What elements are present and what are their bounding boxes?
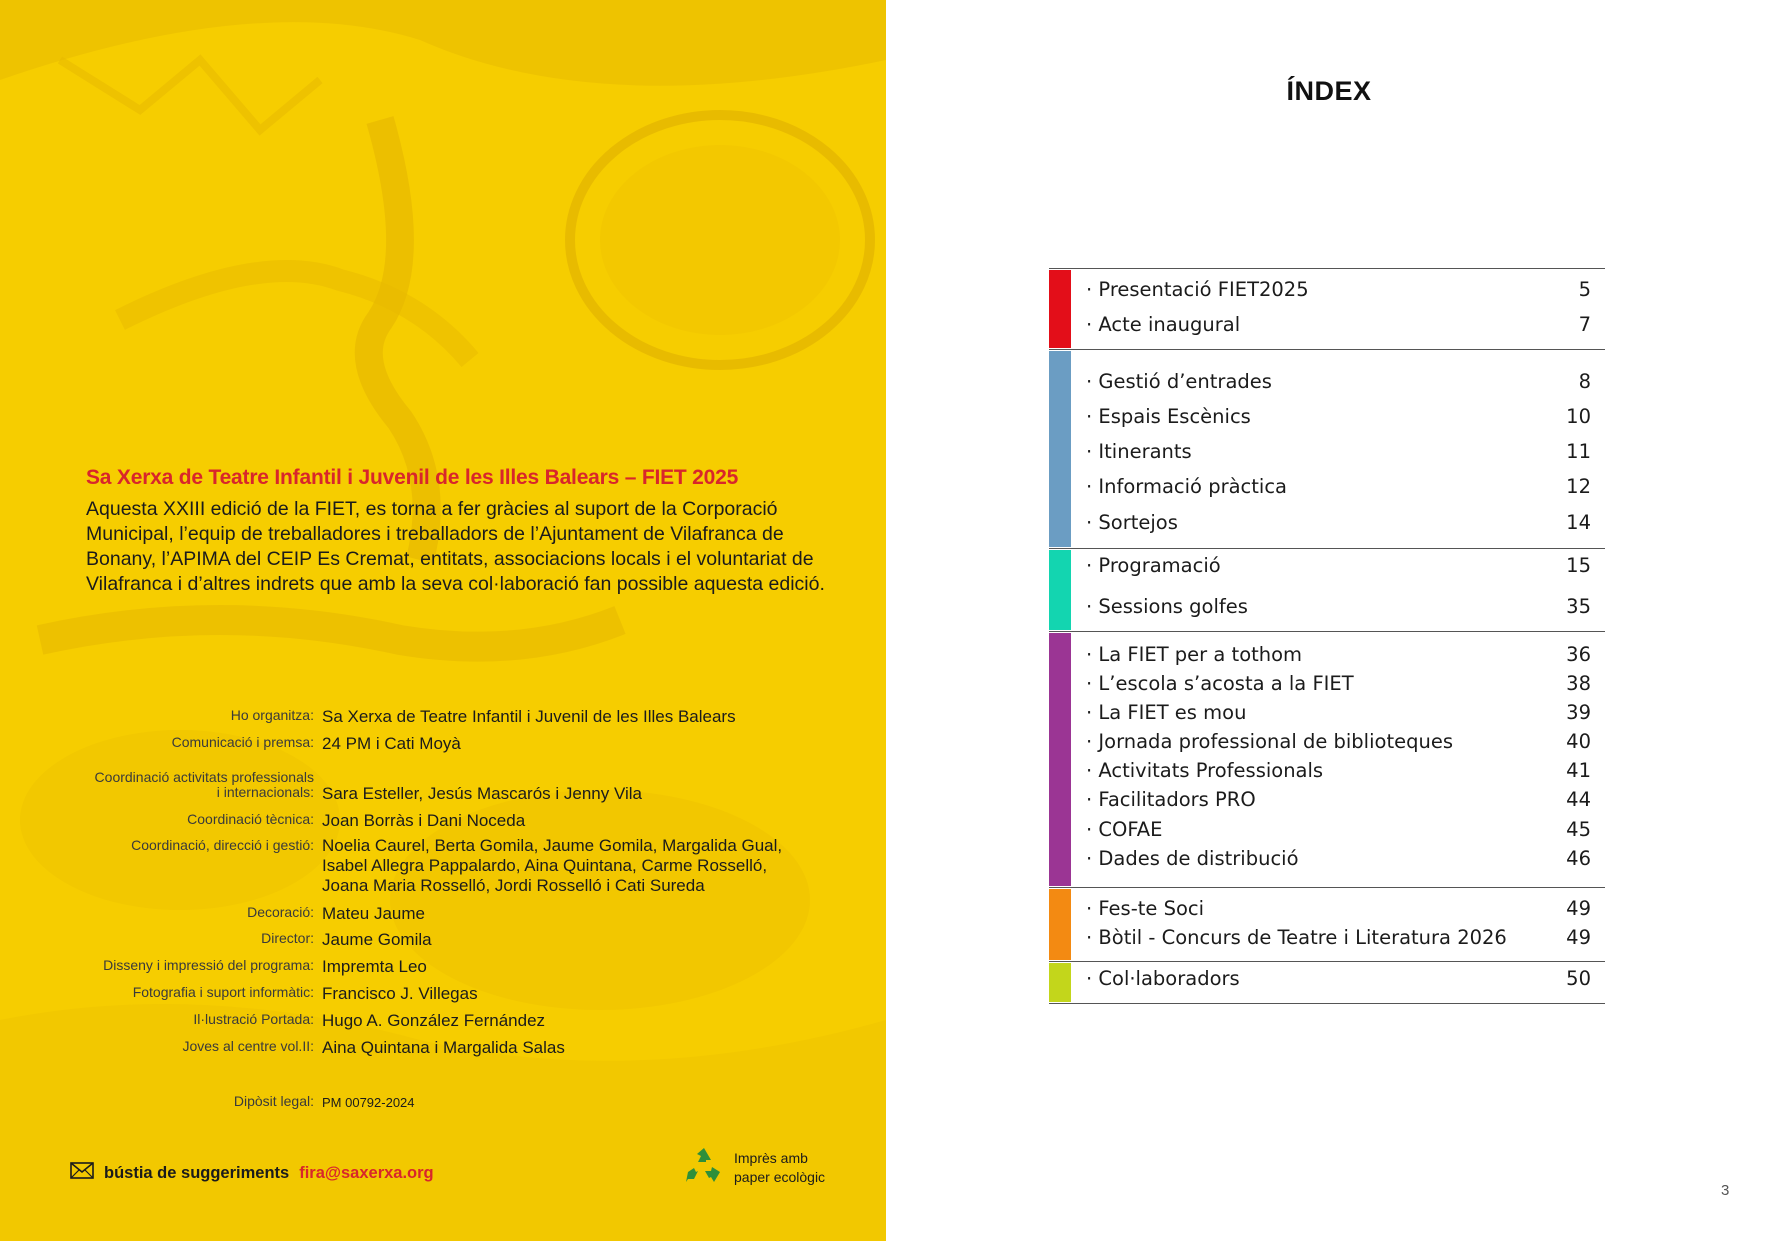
credit-value: Sa Xerxa de Teatre Infantil i Juvenil de les Illes Balears — [322, 707, 736, 726]
recycle-icon — [684, 1146, 724, 1189]
toc-item-label: · Itinerants — [1086, 440, 1192, 463]
toc-item-page: 14 — [1566, 511, 1591, 534]
credit-row — [0, 768, 842, 804]
toc-color-bar — [1049, 633, 1071, 886]
toc-item-page: 5 — [1578, 278, 1591, 301]
eco-paper-note — [684, 1146, 825, 1189]
toc-item-label: · Presentació FIET2025 — [1086, 278, 1309, 301]
envelope-icon — [70, 1162, 94, 1184]
toc-color-bar — [1049, 963, 1071, 1002]
credit-row — [0, 1010, 842, 1031]
index-title: ÍNDEX — [1286, 76, 1372, 106]
toc-group — [1049, 887, 1605, 961]
credit-row — [0, 903, 842, 924]
credit-label: Coordinació tècnica: — [187, 811, 314, 827]
toc-item-label: · Espais Escènics — [1086, 405, 1251, 428]
toc-color-bar — [1049, 351, 1071, 547]
eco-text-line-2: paper ecològic — [734, 1168, 826, 1185]
toc-item[interactable] — [1086, 967, 1591, 990]
credit-value: Francisco J. Villegas — [322, 984, 478, 1003]
credit-label: Fotografia i suport informàtic: — [132, 984, 314, 1000]
toc-item[interactable] — [1086, 370, 1591, 393]
toc-group — [1049, 349, 1605, 548]
toc-item-page: 41 — [1566, 759, 1591, 782]
toc-item[interactable] — [1086, 475, 1591, 498]
credit-label: Disseny i impressió del programa: — [103, 957, 314, 973]
toc-item[interactable] — [1086, 405, 1591, 428]
toc-item-label: · Bòtil - Concurs de Teatre i Literatura 2026 — [1086, 926, 1507, 949]
credit-label: Coordinació activitats professionals i internacionals: — [94, 769, 314, 800]
credit-label: Comunicació i premsa: — [171, 734, 314, 750]
right-page — [886, 0, 1772, 1241]
toc-item-page: 10 — [1566, 405, 1591, 428]
suggestions-box — [70, 1162, 434, 1184]
toc-item-label: · Programació — [1086, 554, 1221, 577]
toc-item-page: 8 — [1578, 370, 1591, 393]
toc-item-page: 38 — [1566, 672, 1591, 695]
credit-value: Noelia Caurel, Berta Gomila, Jaume Gomila, Margalida Gual, Isabel Allegra Pappalardo, Aina Quintana, Carme Rosselló, Joana Maria Rosselló, Jordi Rosselló i Cati Sureda — [322, 836, 783, 895]
toc-item[interactable] — [1086, 788, 1591, 811]
credit-label: Ho organitza: — [230, 707, 314, 723]
toc-item[interactable] — [1086, 701, 1591, 724]
credit-value: Jaume Gomila — [322, 930, 432, 949]
toc-item-page: 15 — [1566, 554, 1591, 577]
credit-label: Decoració: — [247, 904, 314, 920]
toc-item[interactable] — [1086, 672, 1591, 695]
credit-label: Dipòsit legal: — [233, 1093, 314, 1109]
toc-item-label: · Sessions golfes — [1086, 595, 1248, 618]
credit-value: 24 PM i Cati Moyà — [322, 734, 461, 753]
toc-item[interactable] — [1086, 554, 1591, 577]
credit-value: Joan Borràs i Dani Noceda — [322, 811, 526, 830]
toc-item-label: · Informació pràctica — [1086, 475, 1287, 498]
toc-item[interactable] — [1086, 595, 1591, 618]
credit-value: Sara Esteller, Jesús Mascarós i Jenny Vila — [322, 784, 642, 803]
toc-item[interactable] — [1086, 759, 1591, 782]
toc-item-page: 44 — [1566, 788, 1591, 811]
toc-item-page: 35 — [1566, 595, 1591, 618]
credit-label: Joves al centre vol.II: — [182, 1038, 314, 1054]
credit-label: Il·lustració Portada: — [193, 1011, 314, 1027]
suggestions-email-link[interactable]: fira@saxerxa.org — [299, 1163, 434, 1182]
credit-value: Hugo A. González Fernández — [322, 1011, 546, 1030]
toc-item-page: 50 — [1566, 967, 1591, 990]
toc-item[interactable] — [1086, 847, 1591, 870]
credit-value: Aina Quintana i Margalida Salas — [322, 1038, 565, 1057]
toc-item-page: 39 — [1566, 701, 1591, 724]
toc-item[interactable] — [1086, 511, 1591, 534]
toc-item[interactable] — [1086, 926, 1591, 949]
toc-item-page: 46 — [1566, 847, 1591, 870]
toc-item-label: · Dades de distribució — [1086, 847, 1299, 870]
credit-value: Impremta Leo — [322, 957, 427, 976]
toc-item[interactable] — [1086, 440, 1591, 463]
intro-text: Aquesta XXIII edició de la FIET, es torna a fer gràcies al suport de la Corporació Municipal, l’equip de treballadores i treballadors de l’Ajuntament de Vilafranca de Bonany, l’APIMA del CEIP Es Cremat, entitats, associacions locals i el voluntariat de Vilafranca i d’altres indrets que amb la seva col·laboració fan possible aquesta edició. — [86, 498, 825, 595]
toc-color-bar — [1049, 550, 1071, 630]
toc-item[interactable] — [1086, 730, 1591, 753]
credit-value: Mateu Jaume — [322, 904, 425, 923]
toc-item-label: · COFAE — [1086, 818, 1163, 841]
suggestions-label: bústia de suggeriments — [104, 1163, 290, 1182]
toc-group — [1049, 268, 1605, 349]
toc-group — [1049, 631, 1605, 887]
toc-color-bar — [1049, 889, 1071, 960]
toc-item-label: · Acte inaugural — [1086, 313, 1241, 336]
toc-item-page: 36 — [1566, 643, 1591, 666]
credit-row — [0, 983, 842, 1004]
credit-row — [0, 929, 842, 950]
toc-item-label: · Jornada professional de biblioteques — [1086, 730, 1453, 753]
credit-row — [0, 810, 842, 831]
toc-item[interactable] — [1086, 278, 1591, 301]
toc-item-page: 45 — [1566, 818, 1591, 841]
toc-item-label: · Fes-te Soci — [1086, 897, 1205, 920]
credit-label: Coordinació, direcció i gestió: — [131, 837, 314, 853]
table-of-contents — [1049, 268, 1605, 1004]
toc-item-page: 11 — [1566, 440, 1591, 463]
intro-title: Sa Xerxa de Teatre Infantil i Juvenil de les Illes Balears – FIET 2025 — [86, 466, 739, 489]
toc-item-label: · Facilitadors PRO — [1086, 788, 1256, 811]
toc-color-bar — [1049, 270, 1071, 348]
toc-item-label: · La FIET es mou — [1086, 701, 1247, 724]
credit-value: PM 00792-2024 — [322, 1095, 415, 1110]
credit-row — [0, 836, 792, 896]
toc-item[interactable] — [1086, 818, 1591, 841]
credit-row — [0, 733, 842, 754]
toc-item-page: 7 — [1578, 313, 1591, 336]
toc-item-label: · Gestió d’entrades — [1086, 370, 1272, 393]
page-number: 3 — [1721, 1182, 1730, 1199]
credit-label: Director: — [261, 930, 314, 946]
toc-item[interactable] — [1086, 897, 1591, 920]
toc-item-page: 49 — [1566, 897, 1591, 920]
credit-row — [0, 1037, 842, 1058]
toc-item-label: · L’escola s’acosta a la FIET — [1086, 672, 1354, 695]
eco-text-line-1: Imprès amb — [734, 1149, 808, 1166]
credit-row — [0, 706, 842, 727]
toc-item-page: 12 — [1566, 475, 1591, 498]
toc-item-label: · Sortejos — [1086, 511, 1178, 534]
toc-group — [1049, 961, 1605, 1004]
toc-item-page: 40 — [1566, 730, 1591, 753]
toc-item-label: · Col·laboradors — [1086, 967, 1240, 990]
toc-item[interactable] — [1086, 643, 1591, 666]
toc-group — [1049, 548, 1605, 631]
credit-row — [0, 956, 842, 977]
credit-row — [0, 1092, 842, 1113]
toc-item-label: · Activitats Professionals — [1086, 759, 1324, 782]
toc-item-page: 49 — [1566, 926, 1591, 949]
toc-item[interactable] — [1086, 313, 1591, 336]
toc-item-label: · La FIET per a tothom — [1086, 643, 1303, 666]
